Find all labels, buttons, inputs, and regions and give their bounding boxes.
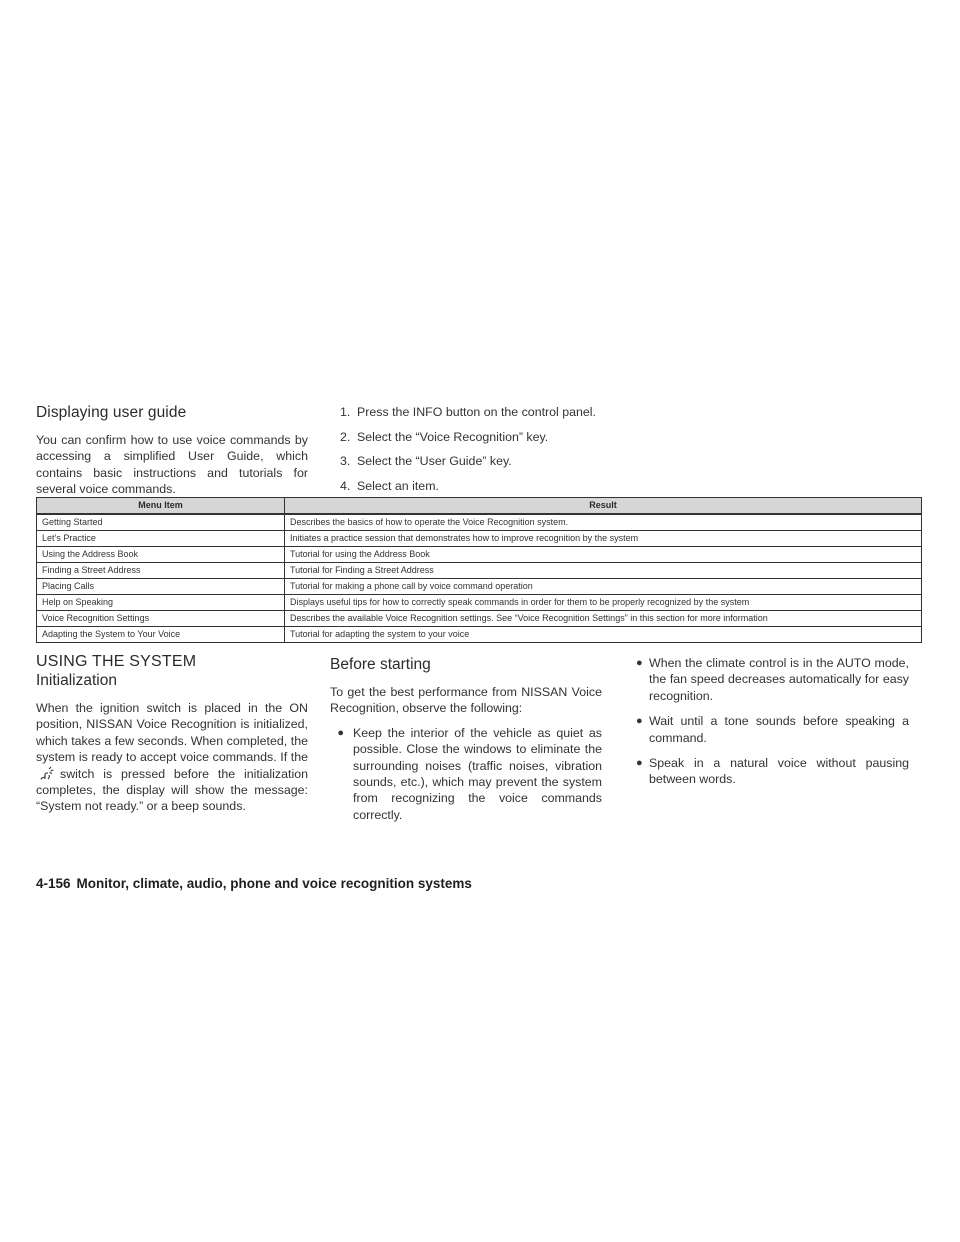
table-header-row (37, 498, 922, 515)
result-cell: Tutorial for Finding a Street Address (285, 563, 922, 579)
list-item (636, 713, 909, 746)
table-row (37, 611, 922, 627)
step-number: 1. (340, 405, 351, 419)
menu-item-cell: Placing Calls (37, 579, 285, 595)
step-item (340, 429, 640, 445)
user-guide-steps (340, 404, 640, 502)
bullet-text: Wait until a tone sounds before speaking a command. (649, 714, 909, 745)
step-number: 2. (340, 429, 351, 444)
bullet-dot-icon: ● (636, 757, 643, 770)
bullet-text: Speak in a natural voice without pausing between words. (649, 756, 909, 787)
result-cell: Tutorial for using the Address Book (285, 547, 922, 563)
result-cell: Tutorial for making a phone call by voice command operation (285, 579, 922, 595)
table-row (37, 595, 922, 611)
initialization-heading: Initialization (36, 672, 117, 689)
bullet-dot-icon: ● (636, 657, 643, 669)
menu-item-cell: Getting Started (37, 514, 285, 531)
table-row (37, 514, 922, 531)
step-number: 4. (340, 478, 351, 493)
step-text: Press the INFO button on the control panel. (357, 405, 596, 419)
step-item (340, 453, 640, 469)
table-row (37, 531, 922, 547)
initialization-text-after: switch is pressed before the initialization completes, the display will show the message: “System not ready.” or a beep sounds. (36, 766, 308, 814)
result-cell: Tutorial for adapting the system to your voice (285, 627, 922, 643)
talk-switch-icon (36, 766, 60, 781)
menu-item-cell: Help on Speaking (37, 595, 285, 611)
step-item (340, 404, 640, 420)
list-item (330, 725, 602, 823)
using-system-section (36, 652, 308, 815)
bullet-text: Keep the interior of the vehicle as quiet as possible. Close the windows to eliminate the surrounding noises (traffic noises, vibration sounds, etc.), which may prevent the system from recognizing the voice commands correctly. (353, 725, 602, 822)
table-row (37, 579, 922, 595)
bullet-dot-icon: ● (636, 715, 643, 728)
step-text: Select the “User Guide” key. (357, 454, 512, 469)
step-text: Select the “Voice Recognition” key. (357, 429, 549, 444)
menu-item-cell: Adapting the System to Your Voice (37, 627, 285, 643)
user-guide-heading: Displaying user guide (36, 404, 187, 421)
list-item (636, 655, 909, 704)
result-cell: Describes the basics of how to operate the Voice Recognition system. (285, 514, 922, 531)
before-starting-heading: Before starting (330, 656, 431, 673)
header-result: Result (285, 498, 922, 515)
menu-item-cell: Using the Address Book (37, 547, 285, 563)
result-cell: Describes the available Voice Recognition settings. See “Voice Recognition Settings” in this section for more information (285, 611, 922, 627)
step-number: 3. (340, 454, 351, 469)
page-number: 4-156 (36, 876, 71, 891)
step-text: Select an item. (357, 478, 439, 493)
table-row (37, 547, 922, 563)
result-cell: Displays useful tips for how to correctly speak commands in order for them to be properly recognized by the system (285, 595, 922, 611)
chapter-title: USING THE SYSTEM (36, 653, 197, 670)
table-row (37, 563, 922, 579)
result-cell: Initiates a practice session that demonstrates how to improve recognition by the system (285, 531, 922, 547)
step-item (340, 478, 640, 494)
user-guide-section (36, 404, 308, 498)
table-row (37, 627, 922, 643)
footer-chapter-title: Monitor, climate, audio, phone and voice recognition systems (76, 876, 472, 891)
header-menu-item: Menu Item (37, 498, 285, 515)
initialization-text-before: When the ignition switch is placed in the ON position, NISSAN Voice Recognition is initialized, which takes a few seconds. When completed, the system is ready to accept voice commands. If the (36, 701, 308, 765)
menu-item-cell: Let’s Practice (37, 531, 285, 547)
user-guide-menu-table (36, 497, 922, 643)
menu-item-cell: Voice Recognition Settings (37, 611, 285, 627)
list-item (636, 755, 909, 788)
menu-item-cell: Finding a Street Address (37, 563, 285, 579)
bullet-text: When the climate control is in the AUTO mode, the fan speed decreases automatically for easy recognition. (649, 656, 909, 703)
user-guide-intro: You can confirm how to use voice commands by accessing a simplified User Guide, which contains basic instructions and tutorials for several voice commands. (36, 433, 308, 497)
page-footer (36, 876, 472, 891)
before-starting-intro: To get the best performance from NISSAN Voice Recognition, observe the following: (330, 685, 602, 716)
bullet-dot-icon: ● (337, 726, 344, 739)
before-starting-section (330, 655, 602, 832)
before-starting-continued (636, 655, 909, 797)
initialization-paragraph (36, 700, 308, 815)
